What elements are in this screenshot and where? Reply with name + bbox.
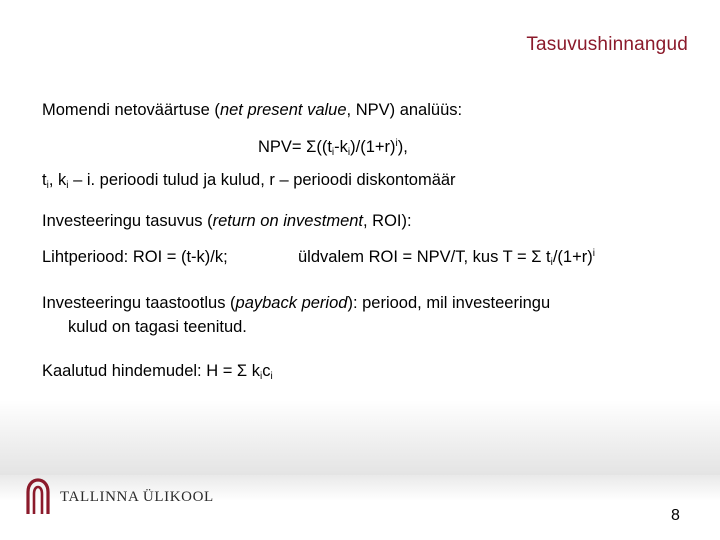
footer-gradient-band <box>0 400 720 475</box>
weighted-model-formula: Kaalutud hindemudel: H = Σ $k_ic_i$ <box>42 362 273 382</box>
npv-intro-line: Momendi netoväärtuse (net present value, NPV) analüüs: <box>42 101 463 119</box>
payback-line-cont: kulud on tagasi teenitud. <box>68 318 247 336</box>
payback-line: Investeeringu taastootlus (payback period): periood, mil investeeringu <box>42 294 551 312</box>
university-arch-icon <box>24 478 52 516</box>
variable-definitions: $t_i$, $k_i$ – i. perioodi tulud ja kulud, r – perioodi diskontomäär <box>42 171 456 191</box>
roi-general-formula: üldvalem ROI = NPV/T, kus T = Σ $t_i/(1+r)^i$ <box>298 248 595 268</box>
roi-intro-line: Investeeringu tasuvus (return on investment, ROI): <box>42 212 412 230</box>
page-number: 8 <box>671 507 680 524</box>
logo-text: TALLINNA ÜLIKOOL <box>60 488 214 505</box>
university-logo <box>24 478 214 516</box>
slide-title: Tasuvushinnangud <box>526 34 688 55</box>
roi-simple-formula: Lihtperiood: ROI = (t-k)/k; <box>42 248 228 266</box>
npv-formula: $NPV= \Sigma((t_i-k_i)/(1+r)^i)$, <box>258 138 408 158</box>
